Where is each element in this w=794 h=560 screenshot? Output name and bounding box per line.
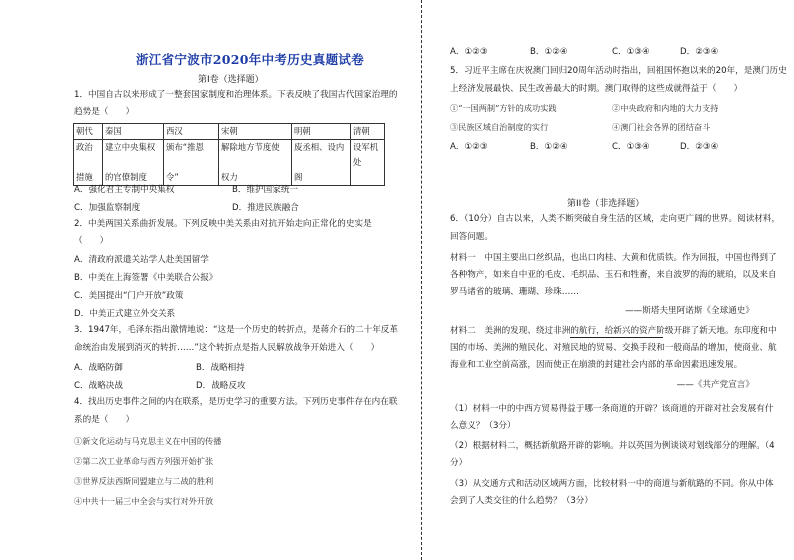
q5-line-1: 5．习近平主席在庆祝澳门回归20周年活动时指出，回祖国怀抱以来的20年，是澳门历史 — [450, 66, 787, 76]
q1-line-1: 1．中国自古以来形成了一整套国家制度和治理体系。下表反映了我国古代国家治理的 — [74, 90, 398, 100]
q2-line-1: 2．中美两国关系曲折发展。下列反映中美关系由对抗开始走向正常化的史实是 — [74, 219, 372, 229]
material-2-text: 材料二 美洲的发现、绕过非洲的航行，给新兴的资产阶级开辟了新天地。东印度和中 — [450, 326, 777, 336]
q5-option-c[interactable]: C．①③④ — [612, 142, 650, 152]
table-cell: 设军机处 — [351, 140, 385, 171]
q3-line-1: 3．1947年，毛泽东指出激情地说：“这是一个历史的转折点，是蒋介石的二十年反革 — [74, 325, 398, 335]
q4-item-2: ②第二次工业革命与西方列强开始扩张 — [74, 456, 214, 466]
q1-table — [73, 123, 385, 186]
q1-option-a[interactable]: A．强化君主专制中央集权 — [74, 185, 175, 195]
q6-sub1-line-2: 么意义？（3分） — [450, 421, 516, 431]
table-cell: 秦国 — [103, 124, 164, 140]
section-1-heading: 第Ⅰ卷（选择题） — [198, 75, 264, 85]
table-cell: 西汉 — [164, 124, 219, 140]
q1-option-c[interactable]: C．加强监察制度 — [74, 203, 141, 213]
q2-option-b[interactable]: B．中美在上海签署《中美联合公报》 — [74, 273, 218, 283]
q2-option-a[interactable]: A．清政府派遣关站学人赴美国留学 — [74, 255, 209, 265]
table-cell: 政治 — [74, 140, 103, 171]
table-row — [74, 140, 385, 171]
q4-option-c[interactable]: C．①③④ — [612, 47, 650, 57]
table-cell: 颁布“推恩 — [164, 140, 219, 171]
q5-option-a[interactable]: A．①②③ — [450, 142, 488, 152]
q5-option-d[interactable]: D．②③④ — [680, 142, 719, 152]
material-1-source: ——斯塔夫里阿诺斯《全球通史》 — [625, 306, 754, 316]
material-2-line-1 — [450, 326, 777, 337]
q6-sub1-line-1: （1）材料一中的中西方贸易得益于哪一条商道的开辟？该商道的开辟对社会发展有什 — [450, 404, 774, 414]
q3-option-a[interactable]: A．战略防御 — [74, 363, 123, 373]
q4-line-1: 4．找出历史事件之间的内在联系，是历史学习的重要方法。下列历史事件存在内在联 — [74, 397, 398, 407]
material-1-line-2: 各种物产，如来自中亚的毛皮、毛织品、玉石和牲畜，来自波罗的海的琥珀，以及来自 — [450, 270, 777, 280]
q4-item-4: ④中共十一届三中全会与实行对外开放 — [74, 496, 214, 506]
q1-option-b[interactable]: B．维护国家统一 — [232, 185, 299, 195]
table-cell: 朝代 — [74, 124, 103, 140]
q4-line-2: 系的是（ ） — [74, 415, 135, 425]
table-cell: 的官僚制度 — [103, 170, 164, 186]
q2-line-2: （ ） — [74, 236, 109, 246]
table-cell: 措施 — [74, 170, 103, 186]
q4-option-d[interactable]: D．②③④ — [680, 47, 719, 57]
q2-option-c[interactable]: C．美国提出“门户开放”政策 — [74, 291, 184, 301]
q6-sub2-line-2: 分） — [450, 458, 468, 468]
q6-sub3-line-2: 会到了人类交往的什么趋势？（3分） — [450, 496, 593, 506]
material-2-line-2: 国的市场、美洲的殖民化、对殖民地的贸易、交换手段和一般商品的增加，使商业、航 — [450, 343, 777, 353]
column-divider — [421, 0, 422, 560]
table-cell: 阁 — [292, 170, 351, 186]
q4-option-a[interactable]: A．①②③ — [450, 47, 488, 57]
table-cell: 宋朝 — [219, 124, 292, 140]
table-cell — [351, 170, 385, 186]
q5-item-2: ②中央政府和内地的大力支持 — [612, 103, 719, 113]
q3-option-c[interactable]: C．战略决战 — [74, 381, 123, 391]
q3-option-b[interactable]: B．战略相持 — [196, 363, 245, 373]
q5-option-b[interactable]: B．①②④ — [530, 142, 568, 152]
q5-line-2: 上经济发展最快、民生改善最大的时期。澳门取得的这些成就得益于（ ） — [450, 84, 743, 94]
q2-option-d[interactable]: D．中美正式建立外交关系 — [74, 309, 176, 319]
q6-sub2-line-1: （2）根据材料二，概括新航路开辟的影响。并以英国为例谈谈对划线部分的理解。（4 — [450, 441, 775, 451]
q1-line-2: 趋势是（ ） — [74, 107, 135, 117]
material-1-line-1: 材料一 中国主要出口丝织品，也出口肉桂、大黄和优质铁。作为回报，中国也得到了 — [450, 253, 777, 263]
q6-sub3-line-1: （3）从交通方式和活动区域两方面，比较材料一中的商道与新航路的不同。你从中体 — [450, 479, 774, 489]
q1-option-d[interactable]: D．推进民族融合 — [232, 203, 299, 213]
material-1-line-3: 罗马诸省的玻璃、珊瑚、珍珠…… — [450, 287, 579, 297]
table-cell: 建立中央集权 — [103, 140, 164, 171]
material-2-line-3: 海业和工业空前高涨，因而使正在崩溃的封建社会内部的革命因素迅速发展。 — [450, 360, 743, 370]
q4-item-3: ③世界反法西斯同盟建立与二战的胜利 — [74, 476, 214, 486]
q3-line-2: 命统治由发展到消灭的转折……”这个转折点是指人民解放战争开始进入（ ） — [74, 343, 380, 353]
section-2-heading: 第II卷（非选择题） — [567, 199, 645, 209]
table-cell: 解除地方节度使 — [219, 140, 292, 171]
table-row — [74, 124, 385, 140]
page-title: 浙江省宁波市2020年中考历史真题试卷 — [136, 52, 364, 67]
table-cell: 权力 — [219, 170, 292, 186]
q6-intro-1: 6．（10分）自古以来，人类不断突破自身生活的区域，走向更广阔的世界。阅读材料， — [450, 214, 781, 224]
q5-item-1: ①“一国两制”方针的成功实践 — [450, 103, 557, 113]
q5-item-3: ③民族区域自治制度的实行 — [450, 122, 549, 132]
q6-intro-2: 回答问题。 — [450, 232, 493, 242]
q4-option-b[interactable]: B．①②④ — [530, 47, 568, 57]
table-cell: 废丞相、设内 — [292, 140, 351, 171]
q5-item-4: ④澳门社会各界的团结奋斗 — [612, 122, 711, 132]
material-2-source: ——《共产党宣言》 — [676, 380, 754, 390]
q3-option-d[interactable]: D．战略反攻 — [196, 381, 246, 391]
table-cell: 清朝 — [351, 124, 385, 140]
underline-mark — [570, 337, 663, 338]
table-cell: 令” — [164, 170, 219, 186]
table-cell: 明朝 — [292, 124, 351, 140]
q4-item-1: ①新文化运动与马克思主义在中国的传播 — [74, 436, 222, 446]
